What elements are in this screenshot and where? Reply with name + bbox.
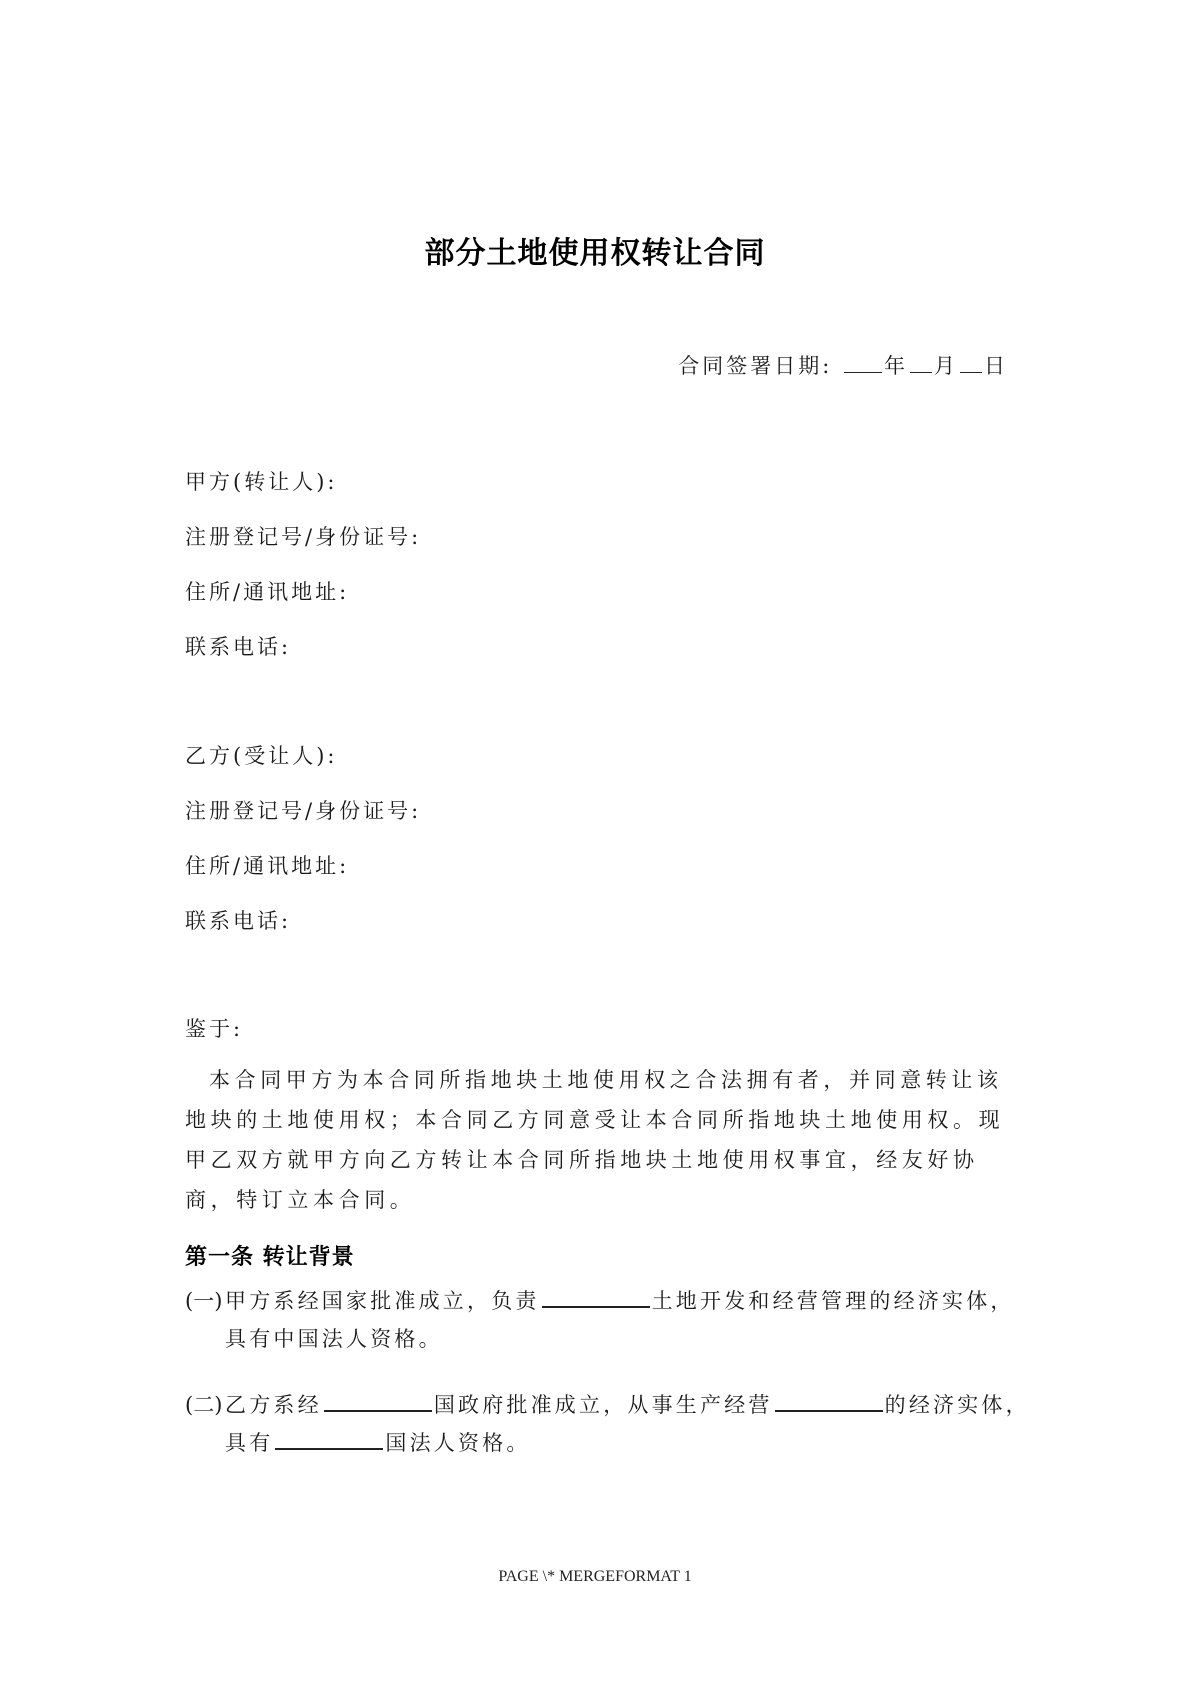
item-text: 的经济实体，	[884, 1393, 1030, 1417]
day-blank[interactable]	[960, 354, 982, 373]
item-number: (一)	[185, 1289, 223, 1313]
sign-date-label: 合同签署日期:	[678, 354, 833, 378]
item-continuation: 具有中国法人资格。	[225, 1327, 443, 1351]
item-text: 土地开发和经营管理的经济实体，	[651, 1289, 1015, 1313]
item-text: 国政府批准成立，从事生产经营	[433, 1393, 773, 1417]
item-number: (二)	[185, 1393, 223, 1417]
item-text: 甲方系经国家批准成立，负责	[225, 1289, 540, 1313]
party-a-name-label: 甲方(转让人):	[185, 470, 338, 494]
whereas-paragraph: 本合同甲方为本合同所指地块土地使用权之合法拥有者，并同意转让该地块的土地使用权；本合同乙方同意受让本合同所指地块土地使用权。现甲乙双方就甲方向乙方转让本合同所指地块土地使用权事宜，经友好协商，特订立本合同。	[185, 1068, 1005, 1212]
month-blank[interactable]	[910, 354, 932, 373]
item-text: 国法人资格。	[385, 1431, 531, 1455]
article-1-heading: 第一条 转让背景	[185, 1244, 355, 1270]
document-title: 部分土地使用权转让合同	[424, 236, 766, 271]
party-b-name-label: 乙方(受让人):	[185, 744, 338, 768]
day-unit: 日	[984, 354, 1008, 378]
fill-blank[interactable]	[275, 1428, 383, 1450]
article-1-item-1	[185, 1282, 1045, 1358]
party-b-id-label: 注册登记号/身份证号:	[185, 799, 422, 823]
party-a-id-label: 注册登记号/身份证号:	[185, 525, 422, 549]
page-footer: PAGE \* MERGEFORMAT 1	[498, 1568, 692, 1585]
item-continuation	[185, 1424, 1045, 1462]
party-b-phone-label: 联系电话:	[185, 909, 292, 933]
party-b-address-label: 住所/通讯地址:	[185, 854, 350, 878]
party-a-phone-label: 联系电话:	[185, 635, 292, 659]
item-text: 具有	[225, 1431, 274, 1455]
whereas-label: 鉴于:	[185, 1017, 244, 1041]
fill-blank[interactable]	[324, 1390, 432, 1412]
article-1-item-2	[185, 1386, 1045, 1462]
party-a-address-label: 住所/通讯地址:	[185, 580, 350, 604]
month-unit: 月	[934, 354, 958, 378]
item-text: 乙方系经	[225, 1393, 322, 1417]
year-unit: 年	[884, 354, 908, 378]
fill-blank[interactable]	[775, 1390, 883, 1412]
year-blank[interactable]	[844, 354, 882, 373]
fill-blank[interactable]	[542, 1286, 650, 1308]
sign-date-line	[678, 350, 1008, 380]
